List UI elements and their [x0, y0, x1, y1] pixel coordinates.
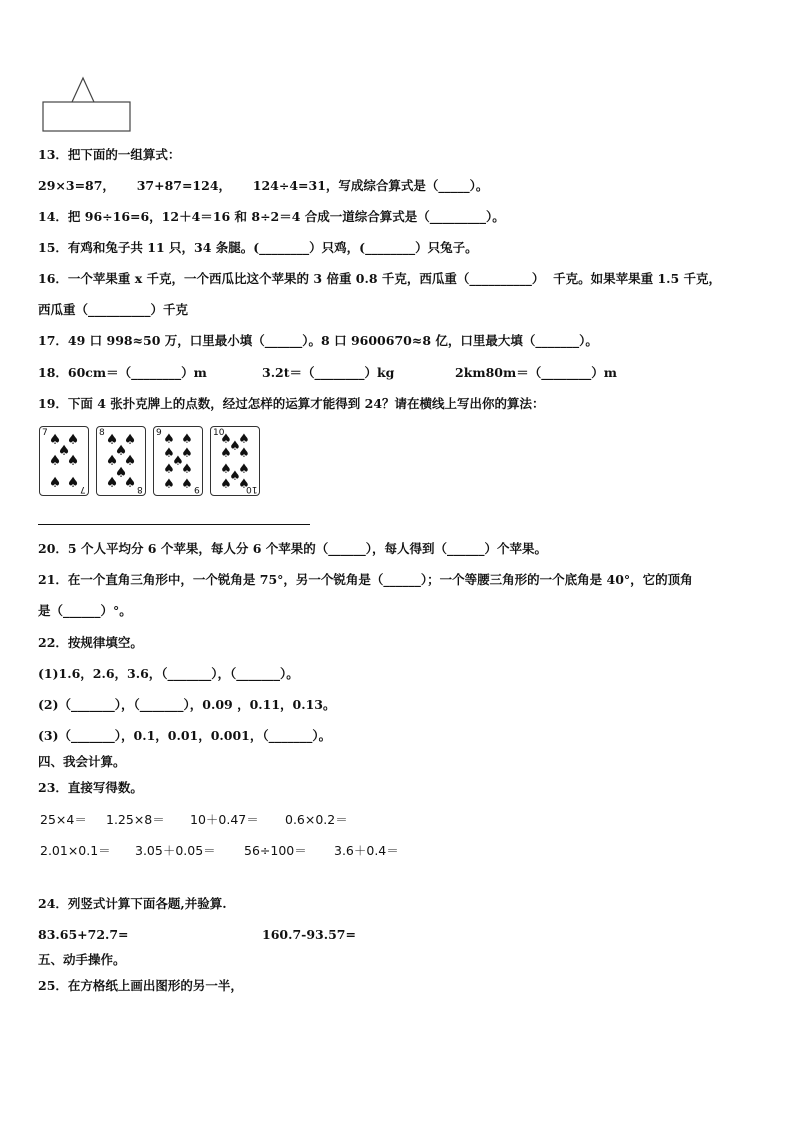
q19-title: 19．下面 4 张扑克牌上的点数，经过怎样的运算才能得到 24？请在横线上写出你的算法： [38, 396, 545, 411]
svg-text:♠: ♠ [172, 454, 184, 469]
svg-text:♠: ♠ [123, 453, 137, 469]
q20: 20．5 个人平均分 6 个苹果，每人分 6 个苹果的（______），每人得到（______）个苹果。 [38, 541, 547, 556]
svg-text:♠: ♠ [105, 453, 119, 469]
house-figure [40, 74, 134, 134]
answer-line[interactable] [38, 524, 310, 525]
q16-line1: 16．一个苹果重 x 千克，一个西瓜比这个苹果的 3 倍重 0.8 千克，西瓜重（__________） 千克。如果苹果重 1.5 千克， [38, 271, 722, 286]
spade-icon [40, 427, 88, 495]
svg-text:♠: ♠ [66, 453, 80, 469]
calc-item: 25×4＝ [40, 812, 87, 827]
playing-card-10 [210, 426, 260, 496]
svg-text:♠: ♠ [48, 432, 62, 448]
svg-text:♠: ♠ [181, 462, 193, 477]
svg-text:♠: ♠ [229, 469, 241, 484]
svg-text:♠: ♠ [163, 432, 175, 447]
svg-text:♠: ♠ [48, 475, 62, 491]
svg-text:♠: ♠ [181, 432, 193, 447]
section-5-heading: 五、动手操作。 [38, 952, 126, 967]
svg-text:♠: ♠ [114, 465, 128, 481]
q22-line3: (3)（_______），0.1，0.01，0.001，（_______）。 [38, 728, 332, 743]
svg-text:♠: ♠ [181, 477, 193, 492]
q24-a: 83.65+72.7= [38, 927, 129, 942]
svg-text:♠: ♠ [229, 439, 241, 454]
q18-c: 2km80m＝（________）m [455, 365, 617, 380]
svg-text:♠: ♠ [66, 432, 80, 448]
spade-icon [97, 427, 145, 495]
spade-icon [211, 427, 259, 495]
card-rank: 9 [156, 428, 162, 438]
svg-text:♠: ♠ [238, 432, 250, 447]
svg-text:♠: ♠ [163, 462, 175, 477]
calc-item: 2.01×0.1＝ [40, 843, 111, 858]
spade-icon [154, 427, 202, 495]
section-4-heading: 四、我会计算。 [38, 754, 126, 769]
calc-item: 3.6＋0.4＝ [334, 843, 399, 858]
card-rank: 9 [194, 484, 200, 494]
svg-text:♠: ♠ [123, 432, 137, 448]
playing-card-9 [153, 426, 203, 496]
calc-item: 3.05＋0.05＝ [135, 843, 216, 858]
svg-text:♠: ♠ [114, 443, 128, 459]
q18-b: 3.2t＝（________）kg [262, 365, 395, 380]
q24-b: 160.7-93.57= [262, 927, 356, 942]
svg-text:♠: ♠ [163, 446, 175, 461]
q17: 17．49 口 998≈50 万，口里最小填（______）。8 口 9600670≈8 亿，口里最大填（_______）。 [38, 333, 598, 348]
svg-text:♠: ♠ [123, 475, 137, 491]
calc-item: 1.25×8＝ [106, 812, 165, 827]
svg-text:♠: ♠ [238, 446, 250, 461]
q22-line1: (1)1.6，2.6，3.6，（_______），（_______）。 [38, 666, 299, 681]
q14: 14．把 96÷16=6，12＋4＝16 和 8÷2＝4 合成一道综合算式是（_________）。 [38, 209, 505, 224]
svg-text:♠: ♠ [66, 475, 80, 491]
q23-title: 23．直接写得数。 [38, 780, 143, 795]
playing-card-8 [96, 426, 146, 496]
calc-item: 10＋0.47＝ [190, 812, 259, 827]
q15: 15．有鸡和兔子共 11 只，34 条腿。(________）只鸡，(________）只兔子。 [38, 240, 478, 255]
q13-body: 29×3=87， 37+87=124， 124÷4=31，写成综合算式是（_____）。 [38, 178, 489, 193]
q13-title: 13．把下面的一组算式： [38, 147, 181, 162]
card-rank: 7 [80, 484, 86, 494]
calc-item: 56÷100＝ [244, 843, 307, 858]
q22-title: 22．按规律填空。 [38, 635, 143, 650]
card-rank: 8 [99, 428, 105, 438]
q22-line2: (2)（_______），（_______），0.09 ，0.11，0.13。 [38, 697, 336, 712]
card-rank: 10 [213, 428, 225, 438]
q24-title: 24．列竖式计算下面各题,并验算. [38, 896, 227, 911]
svg-text:♠: ♠ [220, 462, 232, 477]
svg-text:♠: ♠ [238, 477, 250, 492]
q21-line2: 是（______）°。 [38, 603, 132, 618]
svg-text:♠: ♠ [57, 443, 71, 459]
svg-text:♠: ♠ [48, 453, 62, 469]
svg-text:♠: ♠ [163, 477, 175, 492]
svg-text:♠: ♠ [220, 446, 232, 461]
svg-text:♠: ♠ [238, 462, 250, 477]
calc-item: 0.6×0.2＝ [285, 812, 348, 827]
playing-card-7 [39, 426, 89, 496]
svg-text:♠: ♠ [105, 475, 119, 491]
card-rank: 8 [137, 484, 143, 494]
svg-text:♠: ♠ [220, 432, 232, 447]
q18-a: 18．60cm＝（________）m [38, 365, 207, 380]
q25: 25．在方格纸上画出图形的另一半， [38, 978, 243, 993]
svg-text:♠: ♠ [105, 432, 119, 448]
q21-line1: 21．在一个直角三角形中，一个锐角是 75°，另一个锐角是（______）；一个等腰三角形的一个底角是 40°，它的顶角 [38, 572, 693, 587]
svg-text:♠: ♠ [181, 446, 193, 461]
card-rank: 10 [245, 484, 257, 494]
card-rank: 7 [42, 428, 48, 438]
q16-line2: 西瓜重（__________）千克 [38, 302, 189, 317]
svg-text:♠: ♠ [220, 477, 232, 492]
